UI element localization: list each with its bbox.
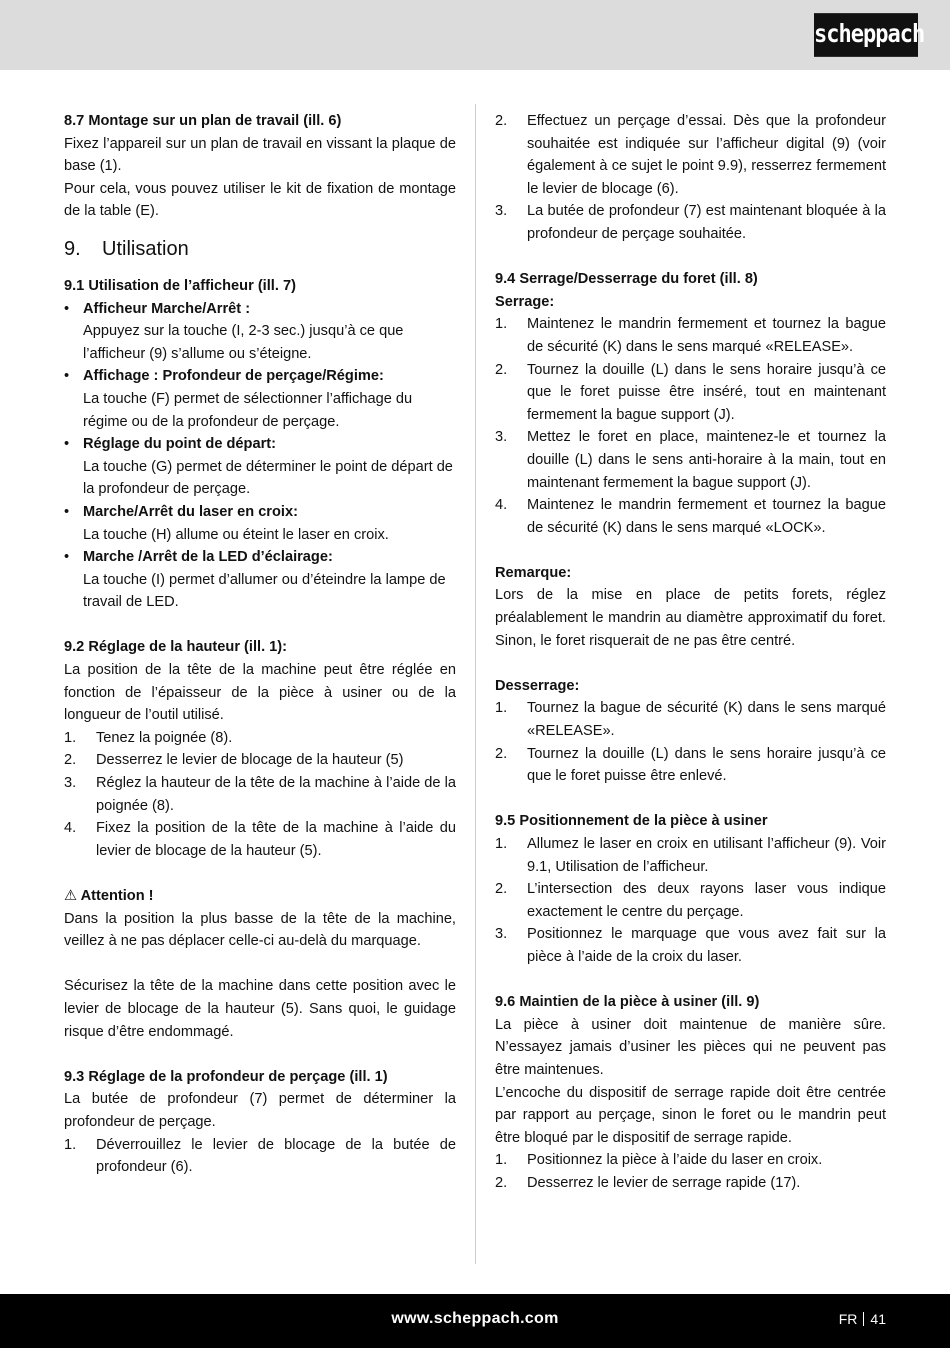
desserrage-steps-list [495, 697, 886, 787]
list-item [495, 313, 886, 358]
step-number: 4. [495, 497, 508, 514]
chapter-number: 9. [64, 237, 81, 260]
section-9-5-title: 9.5 Positionnement de la pièce à usiner [495, 813, 768, 830]
step-number: 1. [495, 700, 508, 717]
step-text: Fixez la position de la tête de la machine à l’aide du levier de blocage de la hauteur (5). [96, 820, 456, 859]
step-number: 2. [495, 881, 508, 898]
footer-bar [0, 1294, 950, 1348]
section-8-7-text-1: Fixez l’appareil sur un plan de travail en vissant la plaque de base (1). [64, 135, 456, 175]
step-number: 1. [495, 836, 508, 852]
list-item [495, 110, 886, 200]
step-text: Positionnez le marquage que vous avez fait sur la pièce à l’aide de la croix du laser. [527, 926, 886, 965]
list-item [64, 727, 456, 750]
step-text: Desserrez le levier de serrage rapide (17). [527, 1174, 801, 1191]
step-number: 2. [495, 1174, 508, 1191]
positioning-steps-list [495, 833, 886, 969]
step-text: Allumez le laser en croix en utilisant l’afficheur (9). Voir 9.1, Utilisation de l’afficheur. [527, 836, 886, 875]
step-text: Desserrez le levier de blocage de la hauteur (5) [96, 752, 404, 769]
serrage-steps-list [495, 313, 886, 539]
list-item [495, 923, 886, 968]
step-number: 3. [495, 203, 508, 220]
chapter-9-heading [64, 235, 456, 263]
attention-text-1: Dans la position la plus basse de la tête de la machine, veillez à ne pas déplacer celle-ci au-delà du marquage. [64, 910, 456, 950]
step-number: 2. [495, 745, 508, 762]
depth-steps-list-continued [495, 110, 886, 246]
step-number: 1. [64, 729, 77, 746]
section-8-7-text-2: Pour cela, vous pouvez utiliser le kit de fixation de montage de la table (E). [64, 180, 456, 220]
step-text: Réglez la hauteur de la tête de la machine à l’aide de la poignée (8). [96, 775, 456, 814]
list-item [64, 1134, 456, 1179]
step-number: 1. [495, 316, 508, 333]
section-9-6-title: 9.6 Maintien de la pièce à usiner (ill. 9) [495, 994, 760, 1011]
list-item [495, 494, 886, 539]
website-link[interactable]: www.scheppach.com [391, 1310, 559, 1327]
brand-logo: scheppach [814, 13, 918, 57]
list-item [64, 501, 456, 546]
list-item [64, 298, 456, 366]
list-item [64, 749, 456, 772]
list-item [64, 546, 456, 614]
step-number: 2. [495, 361, 508, 378]
display-functions-list [64, 298, 456, 614]
right-column [495, 110, 886, 1195]
left-column [64, 110, 456, 1179]
list-item [64, 365, 456, 433]
height-steps-list [64, 727, 456, 863]
list-item [495, 743, 886, 788]
attention-title: ⚠ Attention ! [64, 888, 154, 904]
step-text: Effectuez un perçage d’essai. Dès que la profondeur souhaitée est indiquée sur l’afficheur digital (9) (voir également à ce sujet le point 9.9), resserrez fermement le levier de blocage (6). [527, 113, 886, 197]
header-bar [0, 0, 950, 70]
section-9-2-text: La position de la tête de la machine peut être réglée en fonction de l’épaisseur de la pièce à usiner ou de la longueur de l’outil utilisé. [64, 662, 456, 724]
step-text: Mettez le foret en place, maintenez-le et tournez la douille (L) dans le sens anti-horaire à la main, tout en maintenant fermement la bague support (J). [527, 429, 886, 491]
list-item [64, 433, 456, 501]
column-divider [475, 104, 476, 1264]
list-item [495, 878, 886, 923]
list-item [495, 359, 886, 427]
list-item [495, 426, 886, 494]
step-number: 3. [495, 926, 508, 943]
list-item [495, 1149, 886, 1172]
item-text: La touche (I) permet d’allumer ou d’éteindre la lampe de travail de LED. [83, 571, 446, 611]
section-9-2-title: 9.2 Réglage de la hauteur (ill. 1): [64, 639, 288, 656]
section-9-1-title: 9.1 Utilisation de l’afficheur (ill. 7) [64, 277, 296, 294]
holding-steps-list [495, 1149, 886, 1194]
item-text: La touche (G) permet de déterminer le point de départ de la profondeur de perçage. [83, 458, 453, 498]
chapter-title: Utilisation [102, 237, 189, 260]
remarque-title: Remarque: [495, 564, 572, 581]
step-text: Tenez la poignée (8). [96, 729, 233, 746]
item-text: La touche (F) permet de sélectionner l’affichage du régime ou de la profondeur de perçage. [83, 390, 413, 430]
step-number: 1. [495, 1152, 508, 1169]
page-number: 41 [870, 1311, 886, 1327]
step-text: La butée de profondeur (7) est maintenant bloquée à la profondeur de perçage souhaitée. [527, 203, 886, 242]
language-code: FR [838, 1311, 858, 1327]
step-text: Tournez la bague de sécurité (K) dans le sens marqué «RELEASE». [527, 700, 886, 740]
step-number: 3. [495, 429, 508, 446]
depth-steps-list [64, 1134, 456, 1179]
attention-text-2: Sécurisez la tête de la machine dans cette position avec le levier de blocage de la hauteur (5). Sans quoi, le guidage risque d’être endommagé. [64, 978, 456, 1040]
step-text: Maintenez le mandrin fermement et tournez la bague de sécurité (K) dans le sens marqué «LOCK». [527, 497, 886, 536]
list-item [495, 200, 886, 245]
step-number: 2. [495, 113, 508, 129]
list-item [64, 817, 456, 862]
step-text: Tournez la douille (L) dans le sens horaire jusqu’à ce que le foret puisse être inséré, tout en maintenant fermement la bague support (J). [527, 361, 886, 423]
list-item [495, 697, 886, 742]
section-9-6-text-1: La pièce à usiner doit maintenue de manière sûre. N’essayez jamais d’usiner les pièces qui ne peuvent pas être maintenues. [495, 1016, 886, 1078]
list-item [64, 772, 456, 817]
section-9-4-title: 9.4 Serrage/Desserrage du foret (ill. 8) [495, 271, 758, 288]
step-text: L’intersection des deux rayons laser vous indique exactement le centre du perçage. [527, 881, 886, 920]
item-title: • Afficheur Marche/Arrêt : [83, 300, 251, 317]
step-number: 4. [64, 820, 77, 837]
separator [863, 1312, 864, 1326]
step-text: Maintenez le mandrin fermement et tournez la bague de sécurité (K) dans le sens marqué «RELEASE». [527, 316, 886, 355]
step-text: Tournez la douille (L) dans le sens horaire jusqu’à ce que le foret puisse être enlevé. [527, 745, 886, 785]
item-text: La touche (H) allume ou éteint le laser en croix. [83, 526, 389, 543]
step-text: Positionnez la pièce à l’aide du laser en croix. [527, 1152, 823, 1169]
step-number: 3. [64, 775, 77, 792]
item-title: • Marche /Arrêt de la LED d’éclairage: [83, 549, 333, 566]
serrage-title: Serrage: [495, 293, 555, 310]
section-9-6-text-2: L’encoche du dispositif de serrage rapide doit être centrée par rapport au perçage, sinon le foret ou le mandrin peut être bloqué par le dispositif de serrage rapide. [495, 1084, 886, 1146]
page-indicator [839, 1311, 886, 1327]
item-title: • Affichage : Profondeur de perçage/Régime: [83, 368, 384, 385]
remarque-text: Lors de la mise en place de petits forets, réglez préalablement le mandrin au diamètre approximatif du foret. Sinon, le foret risquerait de ne pas être centré. [495, 587, 886, 649]
item-title: • Marche/Arrêt du laser en croix: [83, 503, 298, 520]
desserrage-title: Desserrage: [495, 677, 580, 694]
step-number: 1. [64, 1136, 77, 1153]
list-item [495, 833, 886, 878]
section-9-3-title: 9.3 Réglage de la profondeur de perçage (ill. 1) [64, 1068, 388, 1085]
step-number: 2. [64, 752, 77, 769]
item-text: Appuyez sur la touche (I, 2-3 sec.) jusqu’à ce que l’afficheur (9) s’allume ou s’éteigne. [83, 323, 404, 362]
section-8-7-title: 8.7 Montage sur un plan de travail (ill. 6) [64, 113, 342, 129]
step-text: Déverrouillez le levier de blocage de la butée de profondeur (6). [96, 1136, 456, 1176]
item-title: • Réglage du point de départ: [83, 436, 276, 453]
section-9-3-text: La butée de profondeur (7) permet de déterminer la profondeur de perçage. [64, 1091, 456, 1130]
list-item [495, 1172, 886, 1195]
